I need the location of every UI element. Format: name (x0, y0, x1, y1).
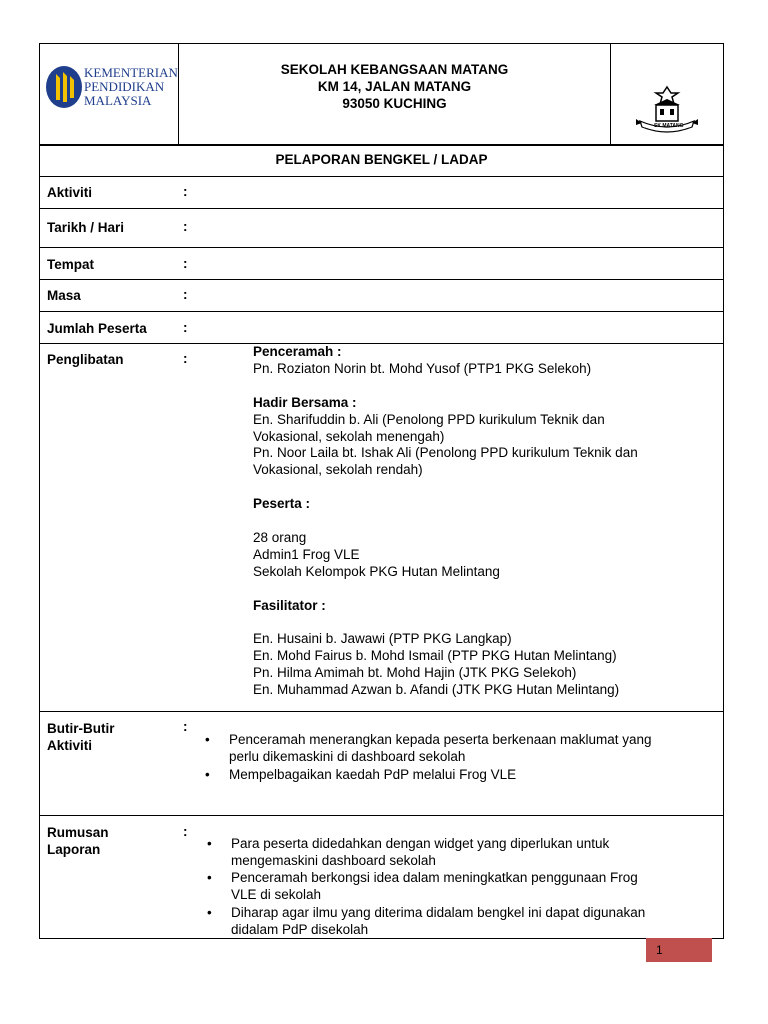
butir-item (229, 731, 652, 765)
hadir-line: En. Sharifuddin b. Ali (Penolong PPD kurikulum Teknik dan (253, 411, 605, 427)
rumusan-item (231, 869, 638, 903)
label-tarikh: Tarikh / Hari (47, 220, 125, 235)
fasilitator-line: En. Husaini b. Jawawi (PTP PKG Langkap) (253, 631, 512, 647)
peserta-line: Sekolah Kelompok PKG Hutan Melintang (253, 563, 500, 579)
peserta-line: Admin1 Frog VLE (253, 546, 360, 562)
hadir-line: Vokasional, sekolah rendah) (253, 462, 423, 478)
fasilitator-heading: Fasilitator : (253, 597, 326, 613)
fasilitator-line: En. Muhammad Azwan b. Afandi (JTK PKG Hutan Melintang) (253, 682, 620, 698)
school-address-1: KM 14, JALAN MATANG (317, 79, 472, 94)
page-number-box (646, 938, 712, 962)
label-penglibatan: Penglibatan (47, 352, 124, 367)
butir-item (229, 766, 516, 783)
rumusan-item (231, 904, 645, 938)
rumusan-item-line: • Diharap agar ilmu yang diterima didalam bengkel ini dapat digunakan (231, 905, 646, 920)
school-address-2: 93050 KUCHING (342, 96, 447, 111)
form-title: PELAPORAN BENGKEL / LADAP (275, 152, 488, 167)
ministry-line-2: PENDIDIKAN (84, 79, 165, 94)
colon-tarikh: : (183, 219, 188, 234)
butir-item-line: • Penceramah menerangkan kepada peserta berkenaan maklumat yang (229, 732, 652, 747)
colon-penglibatan: : (183, 351, 188, 366)
label-tempat: Tempat (47, 257, 95, 272)
colon-tempat: : (183, 256, 188, 271)
penglibatan-content (253, 344, 638, 699)
colon-aktiviti: : (183, 184, 188, 199)
label-jumlah-peserta: Jumlah Peserta (47, 321, 147, 336)
school-header (179, 61, 610, 112)
colon-jumlah: : (183, 320, 188, 335)
ministry-logo-text (84, 66, 178, 108)
school-name: SEKOLAH KEBANGSAAN MATANG (280, 62, 509, 77)
penceramah-heading: Penceramah : (253, 344, 342, 359)
colon-rumusan: : (183, 824, 188, 839)
rumusan-item-line: didalam PdP disekolah (231, 922, 369, 937)
label-butir-line-2: Aktiviti (47, 738, 93, 753)
hadir-heading: Hadir Bersama : (253, 394, 357, 410)
row-aktiviti (39, 176, 724, 209)
rumusan-item-line: • Penceramah berkongsi idea dalam meningkatkan penggunaan Frog (231, 870, 638, 885)
peserta-line: 28 orang (253, 529, 307, 545)
rumusan-item-line: mengemaskini dashboard sekolah (231, 853, 436, 868)
butir-item-line: perlu dikemaskini di dashboard sekolah (229, 749, 466, 764)
label-butir-line-1: Butir-Butir (47, 721, 115, 736)
label-rumusan-line-2: Laporan (47, 842, 101, 857)
label-masa: Masa (47, 288, 81, 303)
label-aktiviti: Aktiviti (47, 185, 93, 200)
ministry-line-1: KEMENTERIAN (84, 65, 178, 80)
rumusan-item-line: • Para peserta didedahkan dengan widget yang diperlukan untuk (231, 836, 610, 851)
fasilitator-line: En. Mohd Fairus b. Mohd Ismail (PTP PKG Hutan Melintang) (253, 648, 617, 664)
label-butir-butir (47, 720, 115, 754)
page-number: 1 (656, 943, 663, 957)
butir-item-line: • Mempelbagaikan kaedah PdP melalui Frog VLE (229, 767, 517, 782)
label-rumusan-line-1: Rumusan (47, 825, 109, 840)
peserta-heading: Peserta : (253, 496, 311, 512)
rumusan-item (231, 835, 609, 869)
ministry-logo (44, 64, 178, 112)
row-tarikh (39, 208, 724, 248)
hadir-line: Pn. Noor Laila bt. Ishak Ali (Penolong PPD kurikulum Teknik dan (253, 445, 638, 461)
ministry-line-3: MALAYSIA (84, 93, 152, 108)
colon-masa: : (183, 287, 188, 302)
label-rumusan (47, 824, 109, 858)
row-tempat (39, 247, 724, 280)
hadir-line: Vokasional, sekolah menengah) (253, 428, 445, 444)
crest-banner: SK MATANG (654, 123, 684, 129)
header-divider-right (610, 43, 611, 145)
penceramah-name: Pn. Roziaton Norin bt. Mohd Yusof (PTP1 PKG Selekoh) (253, 360, 592, 376)
kementerian-logo-icon (44, 64, 84, 110)
fasilitator-line: Pn. Hilma Amimah bt. Mohd Hajin (JTK PKG Selekoh) (253, 665, 577, 681)
rumusan-item-line: VLE di sekolah (231, 887, 322, 902)
school-crest (632, 83, 702, 133)
row-masa (39, 279, 724, 312)
colon-butir: : (183, 719, 188, 734)
